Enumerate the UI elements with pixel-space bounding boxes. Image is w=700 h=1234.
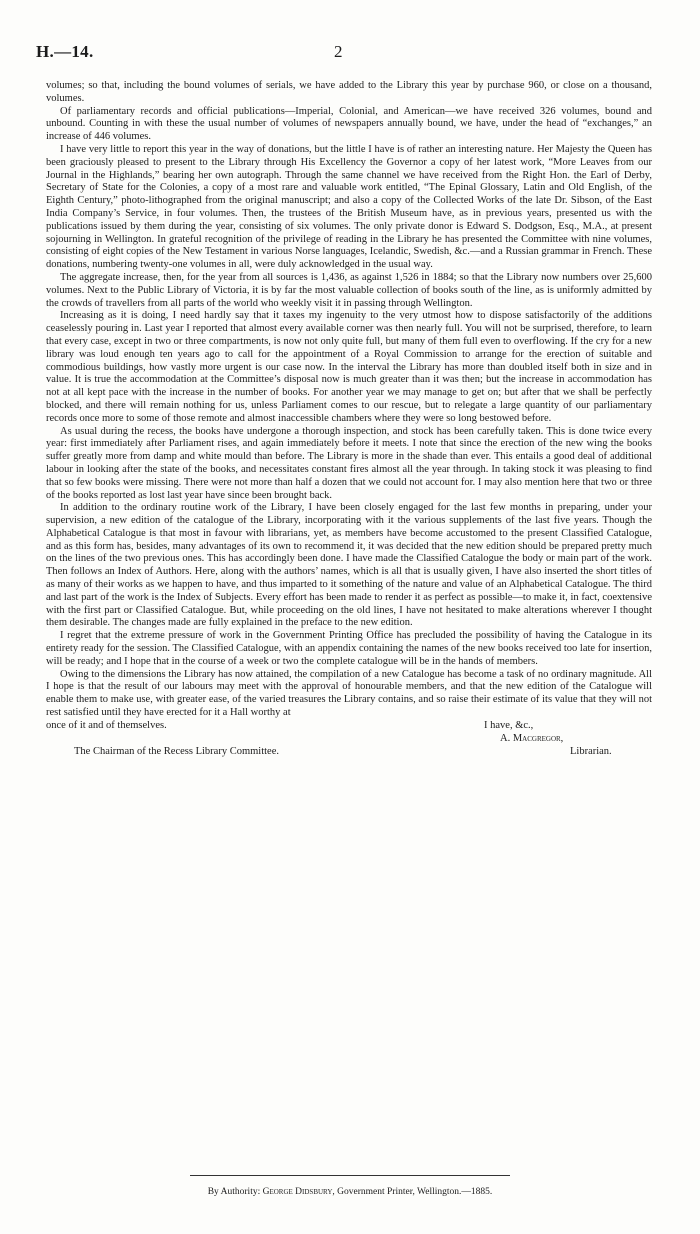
paragraph: Increasing as it is doing, I need hardly say that it taxes my ingenuity to the very utmost how to dispose satisfactorily of the additions ceaselessly pouring in. Last year I reported that almost every available corner was then nearly full. You will not be surprised, therefore, to learn that every case, except in two or three compartments, is now not only quite full, but many of them full even to overflowing. If the cry for a new library was loud enough ten years ago to call for the appointment of a Royal Commission to arrange for the erection of suitable and commodious buildings, how vastly more urgent is our case now. In the interval the Library has more than doubled itself both in size and in value. It is true the accommodation at the Committee’s disposal now is much greater than it was then; but the increase in accommodation has not at all kept pace with the increase in the number of books. For another year we may manage to get on; but after that we shall be perfectly blocked, and there will remain nothing for us, unless Parliament comes to our rescue, but to relegate a large quantity of our parliamentary records once more to some of those remote and almost inaccessible chambers where they were so long bestowed before. — [46, 310, 652, 424]
paragraph: Of parliamentary records and official publications—Imperial, Colonial, and American—we have received 326 volumes, bound and unbound. Counting in with these the usual number of volumes of newspapers annually bound, we have, under the head of “exchanges,” an increase of 446 volumes. — [46, 105, 652, 143]
paragraph: volumes; so that, including the bound volumes of serials, we have added to the Library this year by purchase 960, or close on a thousand, volumes. — [46, 80, 652, 104]
addressee: The Chairman of the Recess Library Committee. — [74, 745, 279, 757]
closing-row — [46, 720, 652, 733]
signer-name: A. Macgregor, — [500, 732, 564, 744]
printer-name: George Didsbury — [262, 1187, 333, 1197]
paragraph: I have very little to report this year in the way of donations, but the little I have is of rather an interesting nature. Her Majesty the Queen has been graciously pleased to present to the Library through His Excellency the Governor a copy of her latest work, “More Leaves from our Journal in the Highlands,” bearing her own autograph. Through the same channel we have received from the Right Hon. the Earl of Derby, Secretary of State for the Colonies, a copy of a most rare and valuable work entitled, “The Epinal Glossary, Latin and Old English, of the Eighth Century,” photo-lithographed from the original manuscript; and also a copy of the Collected Works of the late Dr. Sibson, of the East India Company’s Service, in four volumes. Then, the trustees of the British Museum have, as in previous years, presented us with the publications issued by them during the year, consisting of six volumes. The only private donor is Edward S. Dodgson, Esq., M.A., at present sojourning in Wellington. In grateful recognition of the privilege of reading in the Library he has presented the Committee with nine volumes, consisting of eight copies of the New Testament in various Norse languages, Icelandic, Swedish, &c.—and a Russian grammar in French. These donations, numbering twenty-one volumes in all, were duly acknowledged in the usual way. — [46, 143, 652, 271]
closing-line: once of it and of themselves. — [46, 719, 167, 731]
paragraph: I regret that the extreme pressure of work in the Government Printing Office has precluded the possibility of having the Catalogue in its entirety ready for the session. The Classified Catalogue, with an appendix containing the names of the new books received too late for insertion, will be ready; and I hope that in the course of a week or two the complete catalogue will be in the hands of members. — [46, 630, 652, 667]
addressee-row — [46, 746, 652, 759]
imprint-suffix: , Government Printer, Wellington.—1885. — [332, 1187, 493, 1197]
paragraph: In addition to the ordinary routine work of the Library, I have been closely engaged for the last few months in preparing, under your supervision, a new edition of the catalogue of the Library, incorporating with it the various supplements of the last five years. Though the Alphabetical Catalogue is that most in favour with librarians, yet, as members have become accustomed to the present Classified Catalogue, and as this form has, besides, many advantages of its own to recommend it, it was decided that the new edition should be prepared pretty much on the lines of the two previous ones. This has accordingly been done. I have made the Classified Catalogue the body or main part of the work. Then follows an Index of Authors. Here, along with the authors’ names, which is all that is usually given, I have also inserted the short titles of as many of their works as we happen to have, and thus imparted to it something of the nature and value of an Alphabetical Catalogue. The third and last part of the work is the Index of Subjects. Every effort has been made to render it as perfect as possible—to make it, in fact, coextensive with the first part or Classified Catalogue. But, while proceeding on the old lines, I have not hesitated to make alterations wherever I thought them desirable. The changes made are fully explained in the preface to the new edition. — [46, 502, 652, 629]
page-number: 2 — [334, 42, 343, 61]
paragraph: The aggregate increase, then, for the year from all sources is 1,436, as against 1,526 in 1884; so that the Library now numbers over 25,600 volumes. Next to the Public Library of Victoria, it is by far the most valuable collection of books south of the line, as is uniformly admitted by the crowds of travellers from all parts of the world who weekly visit it in passing through Wellington. — [46, 271, 652, 309]
page-header — [0, 42, 700, 64]
paragraph: Owing to the dimensions the Library has now attained, the compilation of a new Catalogue has become a task of no ordinary magnitude. All I hope is that the result of our labours may meet with the approval of honourable members, and that the new edition of the Catalogue will enable them to make use, with greater ease, of the varied treasures the Library contains, and so raise their estimate of its value that they will not rest satisfied until they have erected for it a Hall worthy at — [46, 668, 652, 719]
closing-salutation: I have, &c., — [484, 719, 534, 731]
signer-title: Librarian. — [570, 745, 612, 757]
report-body — [46, 80, 652, 759]
footer-rule — [190, 1175, 510, 1176]
paragraph: As usual during the recess, the books have undergone a thorough inspection, and stock has been carefully taken. This is done twice every year: first immediately after Parliament rises, and again immediately before it meets. I note that since the erection of the new wing the books suffer greatly more from damp and white mould than before. The Library is more in the shade than ever. This entails a good deal of additional labour in looking after the state of the books, and necessitates constant fires almost all the year through. In taking stock it was pleasing to find that so few books were missing. There were not more than half a dozen that we could not account for. I may also mention here that two or three of the books reported as lost last year have since been brought back. — [46, 425, 652, 501]
document-id: H.—14. — [36, 42, 94, 61]
printer-imprint — [0, 1187, 700, 1197]
signer-row — [46, 733, 652, 746]
imprint-prefix: By Authority: — [207, 1187, 263, 1197]
